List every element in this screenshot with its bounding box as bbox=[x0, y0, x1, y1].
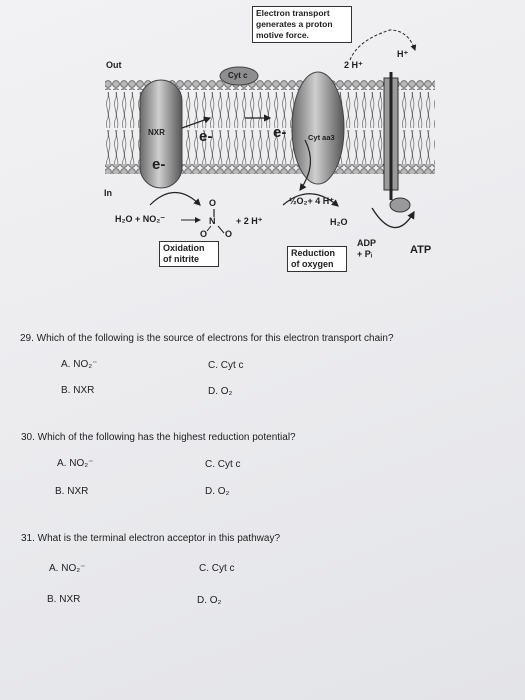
question-text: 29. Which of the following is the source of electrons for this electron transport chain? bbox=[20, 333, 394, 344]
oxidation-box: Oxidation of nitrite bbox=[159, 241, 219, 267]
option-c: C. Cyt c bbox=[205, 459, 241, 470]
option-d: D. O₂ bbox=[205, 486, 230, 497]
cyt-aa3-protein bbox=[292, 72, 344, 184]
question-text: 30. Which of the following has the highest reduction potential? bbox=[21, 432, 296, 443]
electron-transport-diagram bbox=[0, 0, 525, 290]
out-label: Out bbox=[106, 60, 122, 70]
option-b: B. NXR bbox=[61, 385, 95, 396]
nitrite-o-right: O bbox=[225, 229, 233, 239]
h-out-right: H⁺ bbox=[397, 49, 409, 59]
proton-motive-callout: Electron transport generates a proton motive force. bbox=[252, 6, 352, 43]
h-out-left: 2 H⁺ bbox=[344, 60, 363, 70]
option-a: A. NO₂⁻ bbox=[57, 458, 94, 469]
reduction-box: Reduction of oxygen bbox=[287, 246, 347, 272]
reaction-reactants: H₂O + NO₂⁻ bbox=[115, 214, 166, 224]
option-b: B. NXR bbox=[55, 486, 89, 497]
in-label: In bbox=[104, 188, 112, 198]
nitrite-o-left: O bbox=[200, 229, 208, 239]
option-d: D. O₂ bbox=[197, 595, 222, 606]
electron-label-1: e- bbox=[199, 128, 213, 145]
nxr-label: NXR bbox=[148, 128, 165, 137]
cyt-c-label: Cyt c bbox=[228, 71, 248, 80]
nitrite-o-top: O bbox=[209, 198, 217, 208]
option-c: C. Cyt c bbox=[208, 360, 244, 371]
electron-label-3: e- bbox=[152, 156, 166, 173]
reaction-protons: + 2 H⁺ bbox=[236, 216, 263, 226]
oxygen-reaction: ½O₂+ 4 H⁺ bbox=[289, 196, 335, 206]
option-d: D. O₂ bbox=[208, 386, 233, 397]
nitrite-n: N bbox=[209, 216, 216, 226]
option-c: C. Cyt c bbox=[199, 563, 235, 574]
atp-label: ATP bbox=[410, 244, 432, 256]
option-a: A. NO₂⁻ bbox=[49, 563, 86, 574]
option-b: B. NXR bbox=[47, 594, 81, 605]
adp-label: ADP + Pᵢ bbox=[357, 238, 376, 259]
water-product: H₂O bbox=[330, 217, 348, 227]
option-a: A. NO₂⁻ bbox=[61, 359, 98, 370]
question-text: 31. What is the terminal electron acceptor in this pathway? bbox=[21, 533, 281, 544]
cyt-aa3-label: Cyt aa3 bbox=[308, 133, 335, 142]
electron-label-2: e- bbox=[273, 124, 287, 141]
